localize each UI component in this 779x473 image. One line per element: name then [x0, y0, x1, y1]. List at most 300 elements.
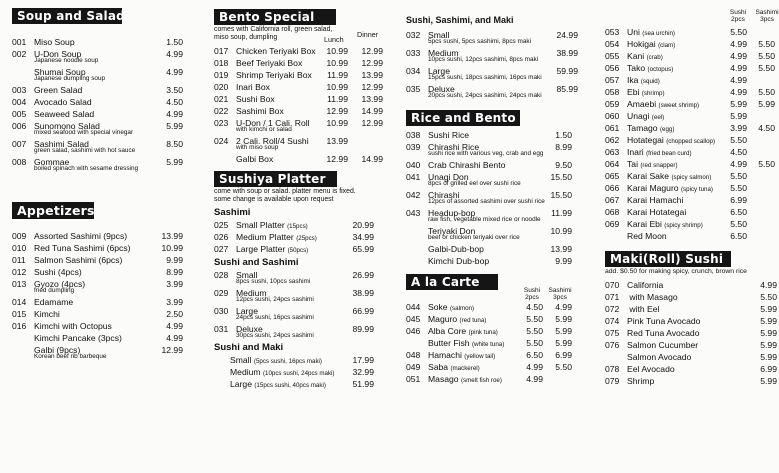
menu-item	[214, 323, 386, 335]
column-4	[605, 0, 777, 387]
item-name: U-Don Soup	[34, 49, 82, 59]
menu-item	[605, 98, 777, 110]
item-sashimi-price: 5.99	[555, 338, 572, 348]
item-dinner-price: 13.99	[361, 70, 383, 80]
item-lunch-price: 10.99	[326, 46, 348, 56]
item-number: 041	[406, 172, 421, 182]
item-number: 020	[214, 82, 229, 92]
menu-item	[12, 278, 185, 290]
menu-item	[406, 207, 578, 219]
bento-note-2	[214, 30, 386, 44]
item-number: 005	[12, 109, 27, 119]
item-name: Maguro	[428, 314, 460, 324]
item-sushi-price: 5.50	[526, 326, 543, 336]
item-name: Sashimi Salad	[34, 139, 89, 149]
item-number: 022	[214, 106, 229, 116]
item-number: 038	[406, 130, 421, 140]
menu-item	[12, 96, 185, 108]
item-alt-name: (fried bean curd)	[646, 150, 692, 157]
item-description: 24pcs sushi, 16pcs sashimi	[236, 314, 314, 321]
menu-item	[12, 156, 185, 168]
item-lunch-price: 12.99	[326, 154, 348, 164]
item-sushi-price: 4.99	[730, 87, 747, 97]
item-number: 068	[605, 207, 620, 217]
menu-item	[12, 344, 185, 356]
item-sushi-price: 4.99	[526, 362, 543, 372]
item-price: 66.99	[352, 306, 374, 316]
menu-item	[12, 36, 185, 48]
item-number: 002	[12, 49, 27, 59]
item-name: Sashimi Box	[236, 106, 284, 116]
item-price: 20.99	[352, 220, 374, 230]
item-name: Amaebi	[627, 99, 659, 109]
item-dinner-price: 12.99	[361, 82, 383, 92]
menu-item	[605, 86, 777, 98]
item-name: Shrimp	[627, 376, 655, 386]
item-price: 4.99	[166, 321, 183, 331]
item-price: 9.99	[166, 255, 183, 265]
maki-note: add. $0.50 for making spicy, crunch, brown rice	[605, 268, 747, 275]
item-name: Sushi Box	[236, 94, 275, 104]
item-name: Headup-bop	[428, 208, 476, 218]
menu-item	[406, 129, 578, 141]
item-pieces: (25pcs)	[296, 235, 317, 242]
menu-item	[12, 308, 185, 320]
item-number: 064	[605, 159, 620, 169]
menu-item	[12, 230, 185, 242]
item-name: Teriyaki Don	[428, 226, 476, 236]
menu-item	[605, 26, 777, 38]
item-sushi-price: 6.99	[730, 195, 747, 205]
item-name: Sushi (4pcs)	[34, 267, 82, 277]
platter-note-1: come with soup or salad. platter menu is fixed.	[214, 188, 356, 195]
item-sushi-price: 5.50	[730, 27, 747, 37]
rice-bento-header: Rice and Bento	[406, 110, 520, 126]
item-price: 1.50	[166, 37, 183, 47]
carte-column-headers	[406, 287, 578, 301]
menu-item	[12, 138, 185, 150]
item-description: 5pcs sushi, 5pcs sashimi, 8pcs maki	[428, 38, 531, 45]
item-description: 30pcs sushi, 24pcs sashimi	[236, 332, 314, 339]
item-name: Karai Hamachi	[627, 195, 684, 205]
item-lunch-price: 13.99	[326, 136, 348, 146]
item-name: Seaweed Salad	[34, 109, 95, 119]
item-name: Unagi Don	[428, 172, 469, 182]
item-name: Chicken Teriyaki Box	[236, 46, 316, 56]
maki-list	[605, 279, 777, 387]
carte-list	[406, 301, 578, 385]
item-lunch-price: 10.99	[326, 82, 348, 92]
item-number: 006	[12, 121, 27, 131]
item-number: 055	[605, 51, 620, 61]
item-name: Large Platter	[236, 244, 288, 254]
platter-sashimi-list	[214, 219, 386, 255]
item-description: Korean beef rib barbeque	[34, 353, 107, 360]
item-name: Medium Platter	[236, 232, 297, 242]
item-alt-name: (crab)	[646, 54, 663, 61]
item-sushi-price: 5.50	[526, 314, 543, 324]
item-name: Salmon Avocado	[627, 352, 692, 362]
carte-sushi-label: Sushi 2pcs	[523, 287, 541, 301]
item-price: 3.99	[166, 297, 183, 307]
menu-item	[406, 373, 578, 385]
menu-item	[12, 108, 185, 120]
menu-item	[605, 38, 777, 50]
item-price: 38.99	[352, 288, 374, 298]
platter-sushi-maki-list	[214, 354, 386, 390]
menu-item	[605, 206, 777, 218]
item-sashimi-price: 4.99	[555, 302, 572, 312]
item-description: 12pcs of assorted sashimi over sushi rice	[428, 198, 545, 205]
item-name: Assorted Sashimi (9pcs)	[34, 231, 128, 241]
item-name: Alba Core	[428, 326, 469, 336]
item-name: Tako	[627, 63, 648, 73]
item-number: 074	[605, 316, 620, 326]
menu-item	[605, 315, 777, 327]
item-description: with miso soup	[236, 144, 279, 151]
item-description: with kimchi or salad	[236, 126, 292, 133]
appetizers-header: Appetizers	[12, 202, 94, 219]
item-name: Red Moon	[627, 231, 667, 241]
menu-item	[406, 301, 578, 313]
sushi-sashimi-subheader: Sushi and Sashimi	[214, 257, 299, 268]
item-number: 079	[605, 376, 620, 386]
column-3	[406, 0, 578, 385]
item-price: 17.99	[352, 355, 374, 365]
item-price: 10.99	[550, 226, 572, 236]
item-number: 029	[214, 288, 229, 298]
item-sushi-price: 5.50	[526, 338, 543, 348]
item-alt-name: (eel)	[651, 114, 665, 121]
menu-item	[214, 93, 386, 105]
item-price: 2.50	[166, 309, 183, 319]
item-number: 072	[605, 304, 620, 314]
item-price: 5.99	[760, 376, 777, 386]
item-number: 062	[605, 135, 620, 145]
item-number: 009	[12, 231, 27, 241]
item-number: 049	[406, 362, 421, 372]
item-lunch-price: 12.99	[326, 106, 348, 116]
menu-item	[214, 135, 386, 147]
item-alt-name: (smelt fish roe)	[460, 377, 502, 384]
soup-salad-header: Soup and Salad	[12, 8, 122, 24]
item-number: 031	[214, 324, 229, 334]
menu-item	[605, 122, 777, 134]
item-alt-name: (red tuna)	[459, 317, 487, 324]
bento-note-1: comes with California roll, green salad,	[214, 26, 333, 33]
menu-item	[605, 363, 777, 375]
item-name: Sunomono Salad	[34, 121, 100, 131]
item-price: 10.99	[161, 243, 183, 253]
menu-item	[605, 74, 777, 86]
column-1	[12, 0, 185, 362]
menu-item	[214, 153, 386, 165]
item-sushi-price: 3.99	[730, 123, 747, 133]
item-price: 8.99	[555, 142, 572, 152]
item-number: 030	[214, 306, 229, 316]
item-number: 078	[605, 364, 620, 374]
maki-header: Maki(Roll) Sushi	[605, 251, 731, 267]
nigiri-sushi-label: Sushi 2pcs	[729, 9, 747, 23]
item-sashimi-price: 5.99	[555, 314, 572, 324]
item-number: 054	[605, 39, 620, 49]
item-alt-name: (spicy salmon)	[671, 174, 712, 181]
item-name: with Masago	[627, 292, 678, 302]
platter-sushi-sashimi-list	[214, 269, 386, 340]
item-number: 025	[214, 220, 229, 230]
item-price: 65.99	[352, 244, 374, 254]
item-name: Shumai Soup	[34, 67, 86, 77]
item-name: Large	[236, 306, 258, 316]
item-price: 5.99	[760, 316, 777, 326]
item-name: Unagi	[627, 111, 652, 121]
item-price: 85.99	[556, 84, 578, 94]
menu-item	[406, 141, 578, 153]
menu-item	[406, 349, 578, 361]
item-alt-name: (sweet shrimp)	[658, 102, 700, 109]
item-price: 5.99	[166, 121, 183, 131]
item-number: 042	[406, 190, 421, 200]
item-price: 4.99	[166, 109, 183, 119]
rice-bento-list	[406, 129, 578, 267]
menu-item	[406, 189, 578, 201]
menu-item	[214, 231, 386, 243]
menu-item	[406, 171, 578, 183]
nigiri-sashimi-label: Sashimi 3pcs	[755, 9, 779, 23]
menu-item	[214, 81, 386, 93]
menu-item	[12, 296, 185, 308]
item-number: 015	[12, 309, 27, 319]
item-name: Salmon Cucumber	[627, 340, 699, 350]
item-price: 1.50	[555, 130, 572, 140]
item-name: Medium	[236, 288, 267, 298]
item-name: Medium	[428, 48, 459, 58]
menu-item	[406, 47, 578, 59]
item-name: Crab Chirashi Bento	[428, 160, 506, 170]
sashimi-subheader: Sashimi	[214, 207, 251, 218]
item-name: Soke	[428, 302, 450, 312]
item-alt-name: (mackerel)	[450, 365, 480, 372]
nigiri-column-headers	[605, 9, 777, 26]
item-name: Kani	[627, 51, 647, 61]
item-name: Pink Tuna Avocado	[627, 316, 701, 326]
menu-item	[605, 170, 777, 182]
item-sashimi-price: 6.99	[555, 350, 572, 360]
item-name: U-Don / 1 Cali. Roll	[236, 118, 310, 128]
menu-item	[406, 243, 578, 255]
item-number: 010	[12, 243, 27, 253]
carte-sashimi-label: Sashimi 3pcs	[548, 287, 572, 301]
item-price: 12.99	[161, 345, 183, 355]
item-pieces: (15pcs sushi, 40pcs maki)	[254, 382, 326, 389]
item-number: 014	[12, 297, 27, 307]
item-number: 045	[406, 314, 421, 324]
item-price: 4.99	[166, 67, 183, 77]
item-name: Medium	[230, 367, 263, 377]
menu-item	[605, 182, 777, 194]
item-sushi-price: 4.50	[526, 302, 543, 312]
menu-item	[406, 65, 578, 77]
nigiri-list	[605, 26, 777, 242]
menu-item	[214, 117, 386, 129]
item-sashimi-price: 5.50	[758, 51, 775, 61]
item-alt-name: (white tuna)	[471, 341, 505, 348]
item-alt-name: (chopped scallop)	[666, 138, 716, 145]
item-alt-name: (shrimp)	[641, 90, 665, 97]
menu-item	[214, 243, 386, 255]
item-number: 048	[406, 350, 421, 360]
menu-item	[214, 305, 386, 317]
item-number: 058	[605, 87, 620, 97]
item-sushi-price: 4.50	[730, 147, 747, 157]
item-name: Galbi (9pcs)	[34, 345, 81, 355]
menu-item	[12, 332, 185, 344]
item-alt-name: (pink tuna)	[468, 329, 498, 336]
item-price: 5.50	[760, 292, 777, 302]
item-name: Kimchi Pancake (3pcs)	[34, 333, 122, 343]
item-price: 13.99	[161, 231, 183, 241]
item-alt-name: (salmon)	[449, 305, 475, 312]
item-name: Deluxe	[236, 324, 263, 334]
item-sushi-price: 4.99	[730, 75, 747, 85]
appetizers-list	[12, 230, 185, 361]
item-name: Red Tuna Avocado	[627, 328, 700, 338]
item-number: 028	[214, 270, 229, 280]
item-sushi-price: 5.50	[730, 171, 747, 181]
item-name: California	[627, 280, 664, 290]
item-alt-name: (egg)	[659, 126, 675, 133]
item-sashimi-price: 5.50	[758, 63, 775, 73]
item-name: Inari Box	[236, 82, 270, 92]
menu-item	[214, 354, 386, 366]
item-number: 051	[406, 374, 421, 384]
item-lunch-price: 11.99	[327, 94, 348, 104]
item-number: 053	[605, 27, 620, 37]
menu-item	[406, 337, 578, 349]
item-number: 001	[12, 37, 27, 47]
item-sushi-price: 4.99	[526, 374, 543, 384]
item-name: Salmon Sashimi (6pcs)	[34, 255, 123, 265]
menu-item	[605, 218, 777, 230]
item-price: 11.99	[551, 208, 572, 218]
item-number: 021	[214, 94, 229, 104]
item-alt-name: (yellow tail)	[464, 353, 496, 360]
item-price: 4.50	[166, 97, 183, 107]
item-name: Gyozo (4pcs)	[34, 279, 86, 289]
menu-item	[12, 320, 185, 332]
menu-item	[12, 66, 185, 78]
item-number: 066	[605, 183, 620, 193]
item-price: 6.99	[760, 364, 777, 374]
menu-item	[12, 254, 185, 266]
bento-list	[214, 45, 386, 165]
item-number: 046	[406, 326, 421, 336]
item-name: Karai Ebi	[627, 219, 665, 229]
item-number: 017	[214, 46, 229, 56]
item-description: 12pcs sushi, 24pcs sashimi	[236, 296, 314, 303]
item-sashimi-price: 5.99	[758, 99, 775, 109]
item-name: Large	[230, 379, 255, 389]
item-price: 89.99	[352, 324, 374, 334]
item-price: 9.99	[555, 256, 572, 266]
menu-item	[605, 351, 777, 363]
item-number: 019	[214, 70, 229, 80]
item-description: green salad, sashimi with hot sauce	[34, 147, 136, 154]
item-description: 8pcs sushi, 10pcs sashimi	[236, 278, 311, 285]
item-price: 13.99	[550, 244, 572, 254]
item-name: Karai Sake	[627, 171, 672, 181]
item-price: 3.50	[166, 85, 183, 95]
item-description: 10pcs sushi, 12pcs sashimi, 8pcs maki	[428, 56, 539, 63]
item-number: 007	[12, 139, 27, 149]
menu-item	[12, 120, 185, 132]
item-price: 8.99	[166, 267, 183, 277]
menu-item	[605, 303, 777, 315]
item-number: 024	[214, 136, 229, 146]
menu-item	[605, 134, 777, 146]
menu-item	[214, 105, 386, 117]
soup-salad-list	[12, 36, 185, 173]
menu-item	[214, 219, 386, 231]
item-name: Kimchi with Octopus	[34, 321, 112, 331]
item-alt-name: (squid)	[640, 78, 660, 85]
item-name: Chirashi	[428, 190, 460, 200]
item-sushi-price: 5.50	[730, 219, 747, 229]
ssm-header: Sushi, Sashimi, and Maki	[406, 15, 514, 25]
item-number: 013	[12, 279, 27, 289]
menu-item	[214, 69, 386, 81]
item-number: 069	[605, 219, 620, 229]
item-price: 15.50	[550, 190, 572, 200]
item-number: 063	[605, 147, 620, 157]
item-name: Small	[428, 30, 450, 40]
item-number: 056	[605, 63, 620, 73]
menu-item	[12, 266, 185, 278]
item-name: Eel Avocado	[627, 364, 675, 374]
item-description: Japanese dumpling soup	[34, 75, 106, 82]
item-pieces: (10pcs sushi, 24pcs maki)	[262, 370, 335, 377]
menu-item	[406, 225, 578, 237]
item-name: Beef Teriyaki Box	[236, 58, 303, 68]
menu-item	[605, 146, 777, 158]
menu-item	[406, 159, 578, 171]
platter-header: Sushiya Platter	[214, 171, 337, 187]
item-pieces: (15pcs)	[287, 223, 308, 230]
item-name: Small	[236, 270, 258, 280]
item-name: Gommae	[34, 157, 70, 167]
item-dinner-price: 12.99	[361, 46, 383, 56]
item-pieces: (5pcs sushi, 16pcs maki)	[253, 358, 322, 365]
menu-item	[605, 158, 777, 170]
item-alt-name: (clam)	[658, 42, 676, 49]
lunch-label: Lunch	[324, 35, 344, 44]
item-number: 044	[406, 302, 421, 312]
item-description: fried dumpling	[34, 287, 75, 294]
menu-item	[214, 366, 386, 378]
platter-note-2: some change is available upon request	[214, 196, 334, 203]
item-number: 012	[12, 267, 27, 277]
item-description: boiled spinach with sesame dressing	[34, 165, 139, 172]
sushi-maki-subheader: Sushi and Maki	[214, 342, 284, 353]
item-name: Hamachi	[428, 350, 465, 360]
item-name: Small Platter	[236, 220, 288, 230]
item-number: 071	[605, 292, 620, 302]
carte-header: A la Carte	[406, 274, 498, 290]
menu-item	[406, 83, 578, 95]
item-name: Kimchi	[34, 309, 60, 319]
item-name: Red Tuna Sashimi (6pcs)	[34, 243, 131, 253]
item-description: raw fish, vegetable mixed rice or noodle	[428, 216, 541, 223]
